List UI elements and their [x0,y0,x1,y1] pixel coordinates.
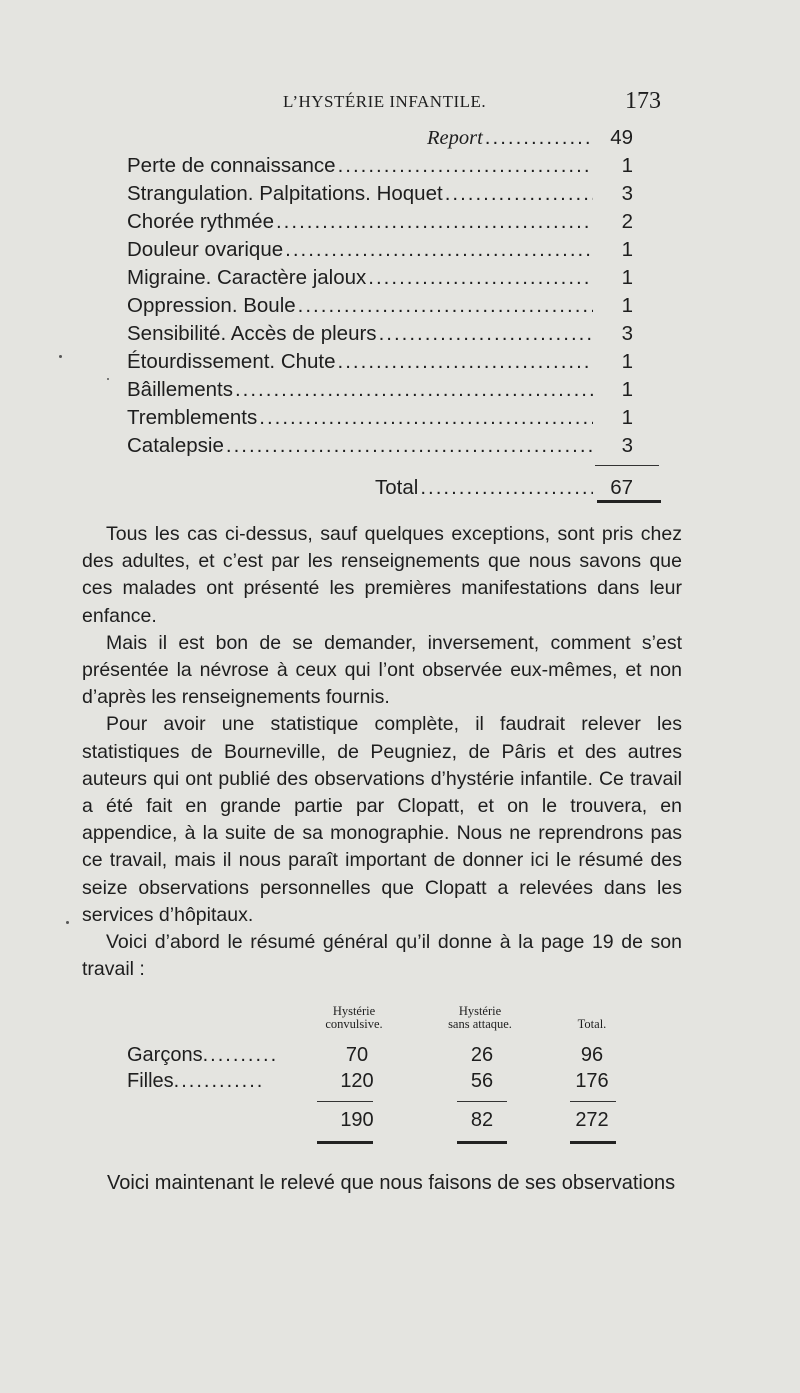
symptom-row [127,404,633,432]
body-text [82,521,682,983]
symptom-label: Étourdissement. Chute [127,350,336,373]
table-cell: 70 [345,1044,369,1066]
column-total-rule [317,1141,373,1144]
total-rule [597,500,661,503]
symptom-label: Bâillements [127,378,233,401]
symptom-label: Sensibilité. Accès de pleurs [127,322,377,345]
table-cell: 176 [575,1070,609,1092]
closing-line: Voici maintenant le relevé que nous faisons de ses observations [107,1172,676,1194]
symptom-row [127,236,633,264]
symptom-label: Tremblements [127,406,258,429]
leader-dots [285,236,593,264]
column-sum-rule [570,1101,616,1102]
total-value: 67 [610,476,633,499]
total-label: Total [375,476,419,499]
symptom-row [127,320,633,348]
symptom-row [127,376,633,404]
table-total-cell: 82 [470,1109,494,1131]
symptom-count: 1 [621,294,633,317]
paragraph: Pour avoir une statistique complète, il faudrait relever les statistiques de Bourneville, de Peugniez, de Pâris et des autres auteurs qui ont publié des observations d’hystérie infantile. Ce travail a été fait en grande partie par Clopatt, et on le trouvera, en appendice, à la suite de sa monographie. Nous ne reprendrons pas ce travail, mais il nous paraît important de donner ici le résumé des seize observations personnelles que Clopatt a relevées dans les services d’hôpitaux. [82,713,682,926]
leader-dots [368,264,593,292]
symptom-row [127,292,633,320]
column-sum-rule [317,1101,373,1102]
page-number: 173 [625,88,661,114]
symptom-count: 1 [621,238,633,261]
symptom-label: Chorée rythmée [127,210,274,233]
column-header-line: Total. [577,1017,607,1031]
column-header-line: convulsive. [325,1017,383,1031]
paragraph: Mais il est bon de se demander, inversement, comment s’est présentée la névrose à ceux qui l’ont observée eux-mêmes, et non d’après les renseignements fournis. [82,631,682,709]
symptom-row [127,348,633,376]
report-row [127,124,633,152]
running-title: L’HYSTÉRIE INFANTILE. [283,92,487,111]
column-header [562,1005,622,1031]
column-header [309,1005,399,1031]
column-total-rule [457,1141,507,1144]
report-label: Report [427,127,483,149]
totals-row [127,1106,627,1134]
symptom-label: Perte de connaissance [127,154,336,177]
table-cell: 120 [340,1070,374,1092]
symptom-row [127,264,633,292]
ink-speck [59,355,62,358]
table-cell: 56 [470,1070,494,1092]
leader-dots [445,180,593,208]
leader-dots [276,208,593,236]
symptom-count: 3 [621,322,633,345]
symptom-label: Catalepsie [127,434,224,457]
table-row [127,1041,627,1069]
symptom-count: 1 [621,350,633,373]
leader-dots [259,404,593,432]
leader-dots: ............ [173,1070,265,1092]
symptom-row [127,208,633,236]
symptom-row [127,432,633,460]
paragraph: Voici d’abord le résumé général qu’il donne à la page 19 de son travail : [82,931,682,981]
leader-dots [338,152,593,180]
column-header [430,1005,530,1031]
table-total-cell: 272 [575,1109,609,1131]
symptom-count: 2 [621,210,633,233]
leader-dots [338,348,593,376]
leader-dots [420,474,593,502]
column-header-line: sans attaque. [448,1017,512,1031]
leader-dots [485,124,593,152]
total-row [127,474,633,502]
sum-rule [595,465,659,466]
column-sum-rule [457,1101,507,1102]
symptom-count: 1 [621,154,633,177]
table-cell: 26 [470,1044,494,1066]
column-total-rule [570,1141,616,1144]
symptom-count: 3 [621,182,633,205]
row-label: Garçons [127,1044,203,1066]
leader-dots [298,292,593,320]
symptom-row [127,180,633,208]
table-cell: 96 [580,1044,604,1066]
table-total-cell: 190 [340,1109,374,1131]
paragraph: Tous les cas ci-dessus, sauf quelques exceptions, sont pris chez des adultes, et c’est par les renseignements que nous savons que ces malades ont présenté les premières manifestations dans leur enfance. [82,523,682,627]
symptom-row [127,152,633,180]
leader-dots [226,432,593,460]
symptom-list [127,124,633,502]
symptom-label: Strangulation. Palpitations. Hoquet [127,182,443,205]
leader-dots [379,320,593,348]
symptom-label: Oppression. Boule [127,294,296,317]
symptom-count: 3 [621,434,633,457]
ink-speck [107,378,109,380]
column-header-line: Hystérie [458,1004,502,1018]
symptom-label: Douleur ovarique [127,238,284,261]
row-label: Filles [127,1070,174,1092]
column-header-line: Hystérie [332,1004,376,1018]
ink-speck [66,921,69,924]
table-row [127,1067,627,1095]
leader-dots: .......... [202,1044,279,1066]
symptom-count: 1 [621,378,633,401]
symptom-count: 1 [621,406,633,429]
symptom-count: 1 [621,266,633,289]
symptom-label: Migraine. Caractère jaloux [127,266,367,289]
leader-dots [235,376,593,404]
report-value: 49 [610,126,633,149]
